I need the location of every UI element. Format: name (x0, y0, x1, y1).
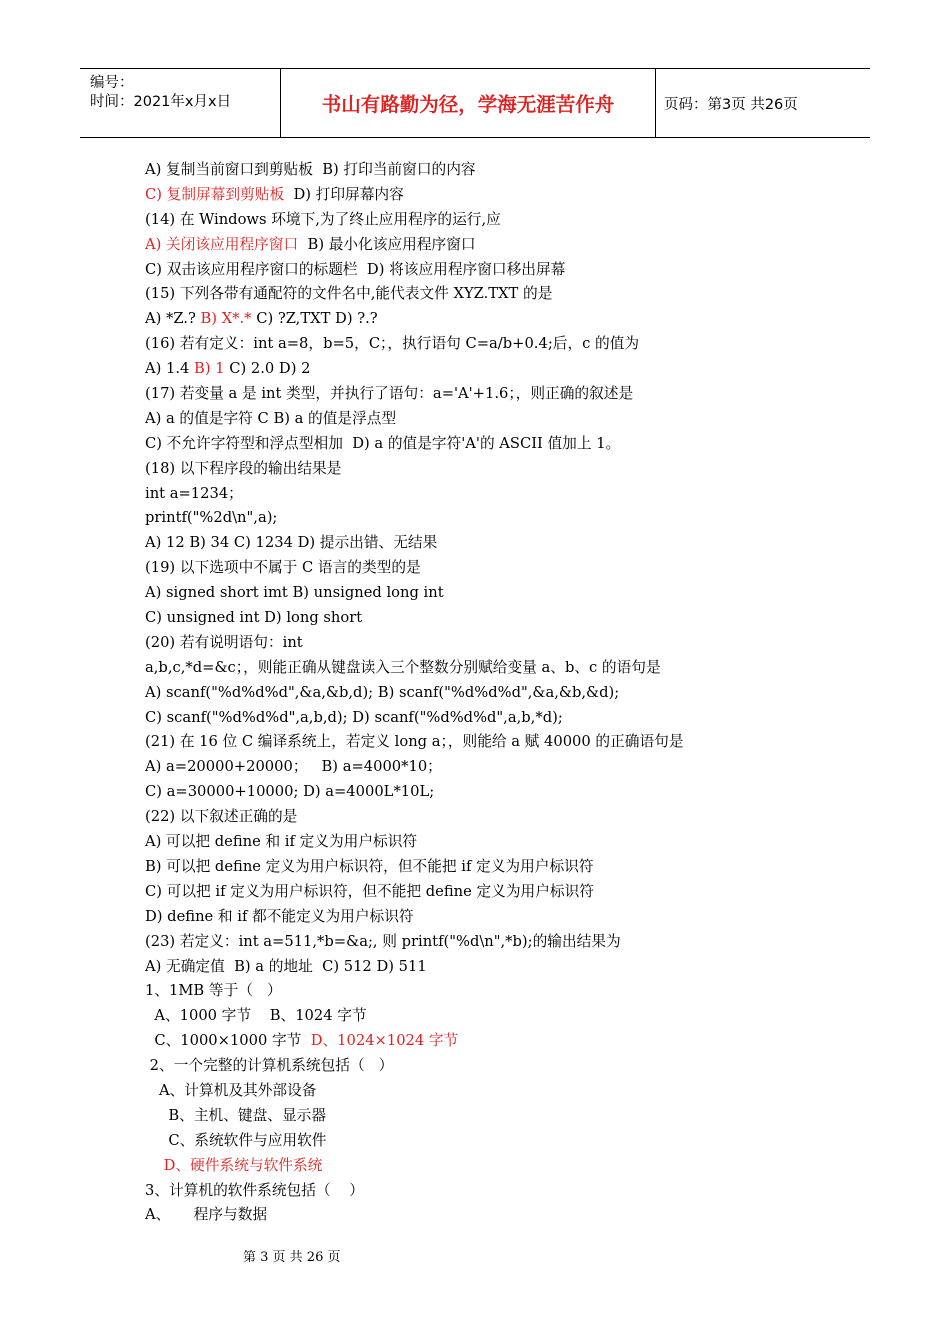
text-line (145, 830, 805, 855)
answer-highlight: B) 1 (194, 360, 225, 378)
text-line (145, 1104, 805, 1129)
text-line (145, 905, 805, 930)
text-segment: B) 最小化该应用程序窗口 (298, 235, 476, 253)
text-line (145, 855, 805, 880)
text-segment: C、系统软件与应用软件 (145, 1131, 327, 1149)
text-line (145, 307, 805, 332)
document-body (145, 158, 805, 1228)
text-segment: A) a=20000+20000； B) a=4000*10； (145, 758, 442, 776)
text-line (145, 531, 805, 556)
text-segment: (21) 在 16 位 C 编译系统上，若定义 long a；，则能给 a 赋 40000 的正确语句是 (145, 733, 684, 751)
text-segment: C) unsigned int D) long short (145, 609, 363, 627)
text-line (145, 1129, 805, 1154)
page-footer: 第 3 页 共 26 页 (243, 1250, 341, 1265)
text-line (145, 780, 805, 805)
text-segment: (14) 在 Windows 环境下,为了终止应用程序的运行,应 (145, 210, 501, 228)
text-line (145, 208, 805, 233)
text-line (145, 606, 805, 631)
text-segment: A) scanf("%d%d%d",&a,&b,d); B) scanf("%d%d%d",&a,&b,&d); (145, 683, 620, 701)
text-segment: A) a 的值是字符 C B) a 的值是浮点型 (145, 409, 397, 427)
text-segment: C) 不允许字符型和浮点型相加 D) a 的值是字符'A'的 ASCII 值加上 1。 (145, 434, 621, 452)
text-segment: 1、1MB 等于（ ） (145, 982, 282, 1000)
text-segment: C) 可以把 if 定义为用户标识符，但不能把 define 定义为用户标识符 (145, 882, 594, 900)
text-segment: (16) 若有定义：int a=8，b=5，C；，执行语句 C=a/b+0.4;后，c 的值为 (145, 335, 640, 353)
text-line (145, 1079, 805, 1104)
text-segment: D) 打印屏幕内容 (284, 185, 404, 203)
text-line (145, 183, 805, 208)
text-segment: A、计算机及其外部设备 (145, 1081, 317, 1099)
text-segment: (17) 若变量 a 是 int 类型，并执行了语句：a='A'+1.6；，则正确的叙述是 (145, 385, 634, 403)
text-line (145, 158, 805, 183)
text-line (145, 730, 805, 755)
text-segment: B) 可以把 define 定义为用户标识符，但不能把 if 定义为用户标识符 (145, 857, 594, 875)
text-segment: C、1000×1000 字节 (145, 1032, 311, 1050)
text-line (145, 1054, 805, 1079)
answer-highlight: D、硬件系统与软件系统 (145, 1156, 323, 1174)
text-segment: (20) 若有说明语句：int (145, 633, 303, 651)
text-line (145, 282, 805, 307)
text-segment: A) 无确定值 B) a 的地址 C) 512 D) 511 (145, 957, 427, 975)
text-segment: int a=1234； (145, 484, 243, 502)
text-line (145, 955, 805, 980)
text-line (145, 930, 805, 955)
text-segment: printf("%2d\n",a); (145, 509, 278, 527)
text-line (145, 357, 805, 382)
text-line (145, 656, 805, 681)
text-segment: A) signed short imt B) unsigned long int (145, 584, 444, 602)
header-motto: 书山有路勤为径，学海无涯苦作舟 (280, 69, 656, 137)
text-segment: (15) 下列各带有通配符的文件名中,能代表文件 XYZ.TXT 的是 (145, 285, 553, 303)
text-line (145, 482, 805, 507)
text-line (145, 755, 805, 780)
text-line (145, 805, 805, 830)
text-segment: A) 可以把 define 和 if 定义为用户标识符 (145, 833, 418, 851)
text-segment: (22) 以下叙述正确的是 (145, 808, 298, 826)
text-line (145, 880, 805, 905)
text-line (145, 631, 805, 656)
text-segment: (19) 以下选项中不属于 C 语言的类型的是 (145, 559, 421, 577)
text-segment: C) scanf("%d%d%d",a,b,d); D) scanf("%d%d%d",a,b,*d); (145, 708, 563, 726)
text-segment: A) *Z.? (145, 310, 201, 328)
text-segment: A) 12 B) 34 C) 1234 D) 提示出错、无结果 (145, 534, 438, 552)
text-line (145, 979, 805, 1004)
text-segment: C) a=30000+10000; D) a=4000L*10L; (145, 783, 435, 801)
number-label: 编号： (90, 75, 134, 91)
header-page-info: 页码：第3页 共26页 (664, 96, 798, 113)
answer-highlight: A) 关闭该应用程序窗口 (145, 235, 299, 253)
header-meta (80, 69, 280, 137)
page-header (80, 68, 870, 138)
text-segment: 3、计算机的软件系统包括（ ） (145, 1181, 364, 1199)
answer-highlight: C) 复制屏幕到剪贴板 (145, 185, 285, 203)
text-line (145, 1029, 805, 1054)
text-segment: C) 双击该应用程序窗口的标题栏 D) 将该应用程序窗口移出屏幕 (145, 260, 566, 278)
text-line (145, 407, 805, 432)
text-line (145, 706, 805, 731)
text-line (145, 681, 805, 706)
text-line (145, 1004, 805, 1029)
text-segment: A) 1.4 (145, 360, 195, 378)
text-line (145, 1179, 805, 1204)
text-line (145, 1154, 805, 1179)
text-line (145, 556, 805, 581)
text-line (145, 506, 805, 531)
text-segment: B、主机、键盘、显示器 (145, 1106, 327, 1124)
text-segment: (23) 若定义：int a=511,*b=&a;, 则 printf("%d\n",*b);的输出结果为 (145, 932, 621, 950)
text-line (145, 332, 805, 357)
date-label: 时间：2021年x月x日 (90, 94, 232, 110)
text-segment: (18) 以下程序段的输出结果是 (145, 459, 342, 477)
text-line (145, 258, 805, 283)
answer-highlight: B) X*.* (200, 310, 252, 328)
text-line (145, 1203, 805, 1228)
text-segment: a,b,c,*d=&c；，则能正确从键盘读入三个整数分别赋给变量 a、b、c 的语句是 (145, 658, 661, 676)
text-segment: A、 程序与数据 (145, 1206, 268, 1224)
text-line (145, 432, 805, 457)
text-segment: 2、一个完整的计算机系统包括（ ） (145, 1057, 394, 1075)
text-segment: C) 2.0 D) 2 (224, 360, 311, 378)
text-segment: D) define 和 if 都不能定义为用户标识符 (145, 907, 414, 925)
text-segment: A) 复制当前窗口到剪贴板 B) 打印当前窗口的内容 (145, 161, 476, 178)
text-line (145, 581, 805, 606)
answer-highlight: D、1024×1024 字节 (310, 1032, 459, 1050)
text-segment: C) ?Z,TXT D) ?.? (251, 310, 378, 328)
text-segment: A、1000 字节 B、1024 字节 (145, 1007, 367, 1025)
text-line (145, 233, 805, 258)
text-line (145, 382, 805, 407)
text-line (145, 457, 805, 482)
